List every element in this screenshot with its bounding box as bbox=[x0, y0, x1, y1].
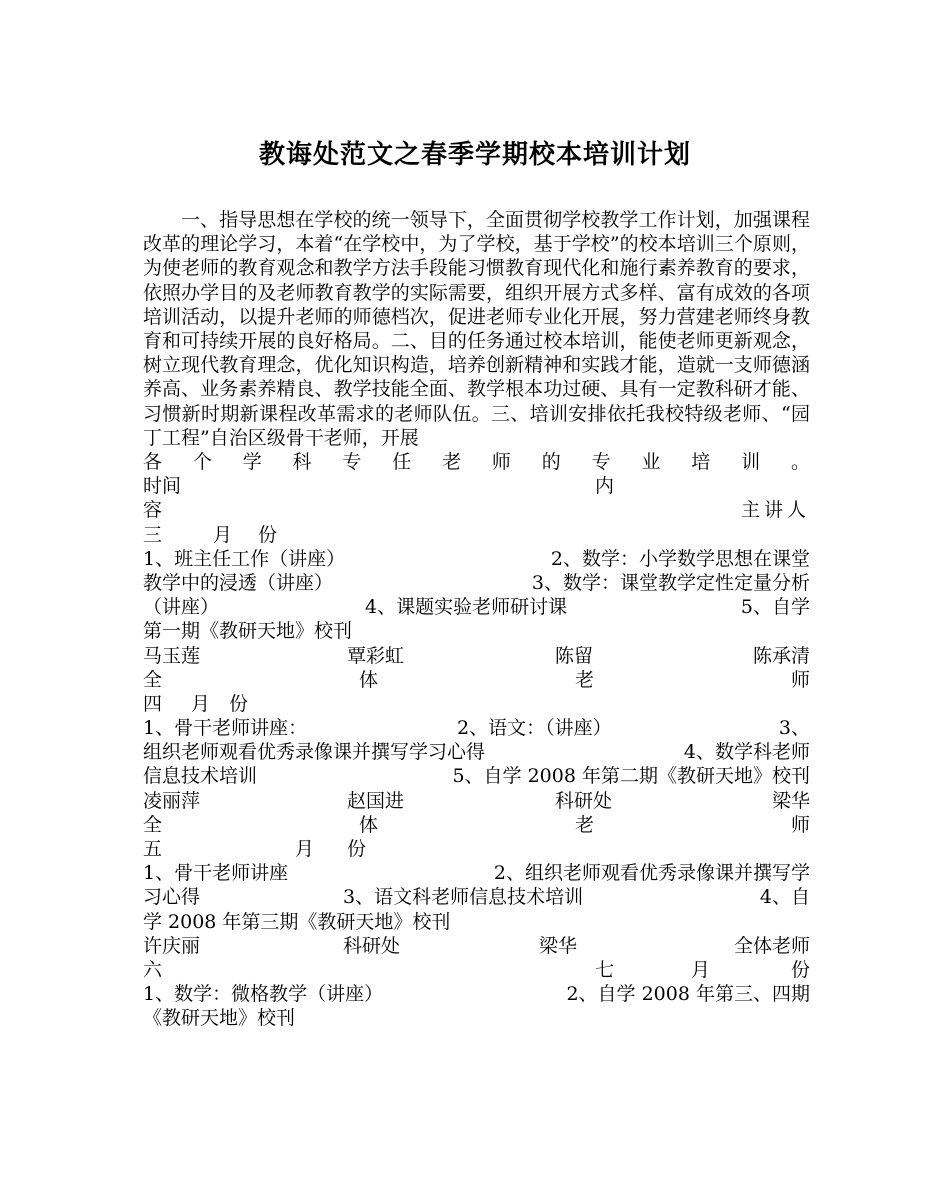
plan-item: 4、自 bbox=[759, 886, 810, 909]
plan-line bbox=[143, 910, 810, 934]
document-body bbox=[143, 208, 810, 1031]
plan-item: 3、语文科老师信息技术培训 bbox=[343, 886, 584, 909]
plan-item: 2、组织老师观看优秀录像课并撰写学 bbox=[493, 862, 810, 885]
plan-line bbox=[143, 885, 810, 909]
spread-char: 任 bbox=[392, 451, 412, 474]
plan-item: 第一期《教研天地》校刊 bbox=[143, 620, 353, 643]
month-label-april bbox=[143, 692, 810, 716]
month-char: 五 bbox=[143, 838, 163, 861]
header-row-2 bbox=[143, 498, 810, 522]
speaker-name: 科研处 bbox=[343, 934, 401, 957]
spread-char: 业 bbox=[641, 451, 661, 474]
page-title: 教诲处范文之春季学期校本培训计划 bbox=[258, 140, 691, 170]
plan-item: 3、 bbox=[778, 717, 810, 740]
month-char: 四 bbox=[143, 692, 163, 715]
all-teachers-char: 老 bbox=[574, 813, 594, 836]
header-time: 时间 bbox=[143, 475, 182, 498]
plan-line bbox=[143, 764, 810, 788]
month-char: 月 bbox=[191, 692, 211, 715]
spread-char: 专 bbox=[591, 451, 611, 474]
plan-line bbox=[143, 861, 810, 885]
speaker-name: 科研处 bbox=[555, 789, 613, 812]
all-teachers-char: 师 bbox=[790, 813, 810, 836]
intro-paragraph: 一、指导思想在学校的统一领导下，全面贯彻学校教学工作计划，加强课程改革的理论学习，本着“在学校中，为了学校，基于学校”的校本培训三个原则，为使老师的教育观念和教学方法手段能习惯教育现代化和施行素养教育的要求，依照办学目的及老师教育教学的实际需要，组织开展方式多样、富有成效的各项培训活动，以提升老师的师德档次，促进老师专业化开展，努力营建老师终身教育和可持续开展的良好格局。二、目的任务通过校本培训，能使老师更新观念，树立现代教育理念，优化知识构造，培养创新精神和实践才能，造就一支师德涵养高、业务素养精良、教学技能全面、教学根本功过硬、具有一定教科研才能、习惯新时期新课程改革需求的老师队伍。三、培训安排依托我校特级老师、“园丁工程”自治区级骨干老师，开展 bbox=[143, 209, 810, 449]
speakers-line bbox=[143, 644, 810, 668]
plan-item: 组织老师观看优秀录像课并撰写学习心得 bbox=[143, 741, 486, 764]
plan-item: 习心得 bbox=[143, 886, 201, 909]
speakers-line bbox=[143, 934, 810, 958]
plan-item: 5、自学 bbox=[740, 596, 810, 619]
plan-item: 信息技术培训 bbox=[143, 765, 258, 788]
plan-line bbox=[143, 716, 810, 740]
all-teachers-char: 全 bbox=[143, 668, 163, 691]
plan-line bbox=[143, 619, 810, 643]
speaker-name: 凌丽萍 bbox=[143, 789, 201, 812]
all-teachers-line bbox=[143, 813, 810, 837]
speaker-name: 梁华 bbox=[771, 789, 810, 812]
all-teachers-char: 体 bbox=[358, 668, 378, 691]
all-teachers-line bbox=[143, 668, 810, 692]
plan-item: 1、班主任工作（讲座） bbox=[143, 547, 346, 570]
month-label-march bbox=[143, 523, 810, 547]
plan-line bbox=[143, 595, 810, 619]
spread-char: 的 bbox=[541, 451, 561, 474]
plan-item: 1、骨干老师讲座： bbox=[143, 717, 308, 740]
month-char: 份 bbox=[347, 838, 367, 861]
speaker-name: 许庆丽 bbox=[143, 934, 201, 957]
plan-item: 学 2008 年第三期《教研天地》校刊 bbox=[143, 910, 451, 933]
plan-line bbox=[143, 571, 810, 595]
all-teachers-char: 全 bbox=[143, 813, 163, 836]
header-content-part2: 容 bbox=[143, 499, 163, 522]
all-teachers-char: 体 bbox=[358, 813, 378, 836]
month-label-june-july bbox=[143, 958, 810, 982]
speaker-name: 覃彩虹 bbox=[347, 644, 405, 667]
plan-item: 4、课题实验老师研讨课 bbox=[365, 596, 568, 619]
spread-char: 训 bbox=[741, 451, 761, 474]
plan-item: 1、数学：微格教学（讲座） bbox=[143, 983, 384, 1006]
header-row-1 bbox=[143, 474, 810, 498]
month-char: 月 bbox=[691, 958, 711, 981]
month-char: 七 bbox=[595, 958, 615, 981]
plan-line bbox=[143, 740, 810, 764]
plan-item: 1、骨干老师讲座 bbox=[143, 862, 289, 885]
month-char: 月 bbox=[295, 838, 315, 861]
speaker-name: 陈承清 bbox=[752, 644, 810, 667]
spread-char: 师 bbox=[491, 451, 511, 474]
spread-char: 科 bbox=[292, 451, 312, 474]
plan-line bbox=[143, 1006, 810, 1030]
month-char: 份 bbox=[258, 523, 278, 546]
spread-char: 个 bbox=[192, 451, 212, 474]
plan-item: 5、自学 2008 年第二期《教研天地》校刊 bbox=[452, 765, 810, 788]
plan-item: 教学中的浸透（讲座） bbox=[143, 571, 334, 594]
speaker-name: 全体老师 bbox=[733, 934, 810, 957]
plan-item: 2、语文：（讲座） bbox=[457, 717, 612, 740]
speakers-line bbox=[143, 789, 810, 813]
month-char: 六 bbox=[143, 958, 163, 981]
spread-char: 专 bbox=[342, 451, 362, 474]
all-teachers-char: 老 bbox=[574, 668, 594, 691]
speaker-name: 梁华 bbox=[539, 934, 578, 957]
spread-char: 培 bbox=[691, 451, 711, 474]
month-char: 份 bbox=[790, 958, 810, 981]
all-teachers-char: 师 bbox=[790, 668, 810, 691]
plan-line bbox=[143, 982, 810, 1006]
spread-char: 。 bbox=[790, 451, 810, 474]
plan-item: 2、自学 2008 年第三、四期 bbox=[566, 983, 810, 1006]
month-char: 份 bbox=[229, 692, 249, 715]
plan-item: 《教研天地》校刊 bbox=[143, 1007, 296, 1030]
month-char: 月 bbox=[213, 523, 233, 546]
plan-item: 4、数学科老师 bbox=[683, 741, 810, 764]
header-speaker: 主讲人 bbox=[740, 499, 810, 522]
spread-char: 老 bbox=[442, 451, 462, 474]
spread-char: 学 bbox=[242, 451, 262, 474]
speaker-name: 马玉莲 bbox=[143, 644, 201, 667]
speaker-name: 陈留 bbox=[555, 644, 594, 667]
spread-line bbox=[143, 450, 810, 474]
header-content-part1: 内 bbox=[595, 475, 615, 498]
plan-item: 3、数学：课堂教学定性定量分析 bbox=[531, 571, 810, 594]
month-char: 三 bbox=[143, 523, 163, 546]
plan-line bbox=[143, 547, 810, 571]
plan-item: 2、数学：小学数学思想在课堂 bbox=[550, 547, 810, 570]
speaker-name: 赵国进 bbox=[347, 789, 405, 812]
month-label-may bbox=[143, 837, 810, 861]
plan-item: （讲座） bbox=[143, 596, 220, 619]
spread-char: 各 bbox=[143, 451, 163, 474]
